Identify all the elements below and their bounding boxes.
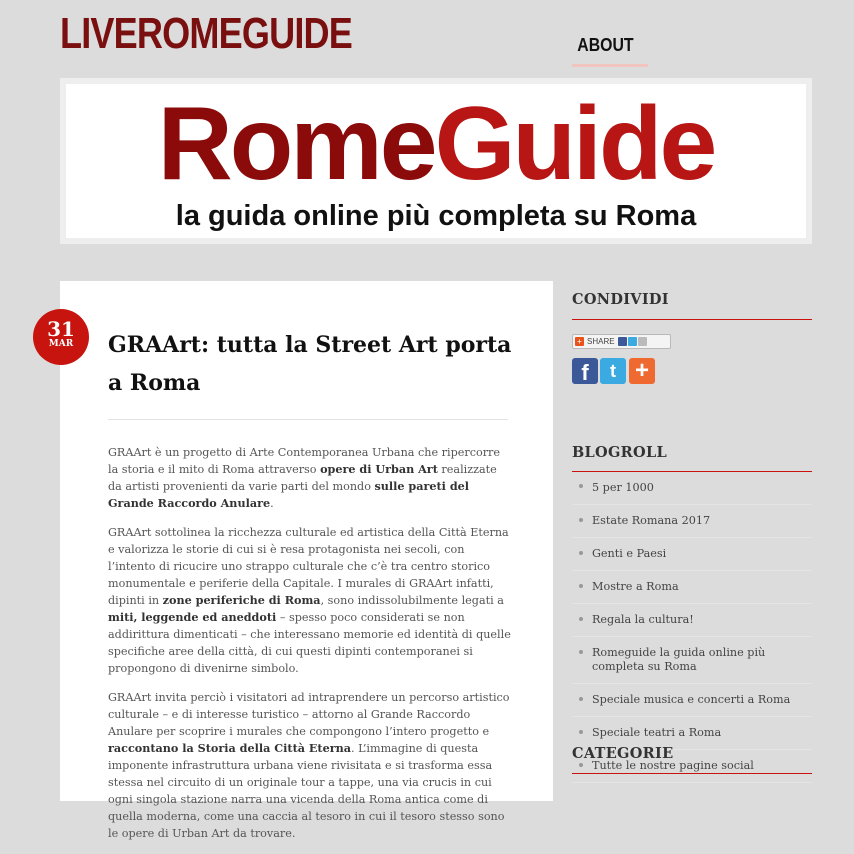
facebook-icon[interactable]: f bbox=[572, 358, 598, 384]
banner-image bbox=[66, 84, 806, 238]
bullet-icon bbox=[579, 650, 583, 654]
bullet-icon bbox=[579, 584, 583, 588]
nav-item-about[interactable]: ABOUT bbox=[577, 35, 634, 55]
nav-active-indicator bbox=[572, 64, 648, 67]
blogroll-item[interactable]: Estate Romana 2017 bbox=[572, 505, 812, 538]
header-banner[interactable] bbox=[60, 78, 812, 244]
blogroll-item[interactable]: 5 per 1000 bbox=[572, 480, 812, 505]
widget-title-rule bbox=[572, 773, 812, 774]
banner-tagline: la guida online più completa su Roma bbox=[175, 200, 697, 232]
post-paragraph: GRAArt invita perciò i visitatori ad intraprendere un percorso artistico culturale – e di interesse turistico – attorno al Grande Raccordo Anulare per scoprire i murales che compongono l’intero progetto e raccontano la Storia della Città Eterna. L’immagine di questa imponente infrastruttura urbana viene rivisitata e si trasforma essa stessa nel circuito di un originale tour a tappe, una via crucis in cui ogni singola stazione narra una vicenda della Roma antica come di quella moderna, come una caccia al tesoro in cui il tesoro stesso sono le opere di Urban Art da trovare. bbox=[108, 691, 510, 840]
post-paragraph: GRAArt sottolinea la ricchezza culturale ed artistica della Città Eterna e valorizza le storie di cui si è resa protagonista nei secoli, con l’intento di ricucire uno strappo culturale che c’è tra centro storico monumentale e periferie della Capitale. I murales di GRAArt infatti, dipinti in zone periferiche di Roma, sono indissolubilmente legati a miti, leggende ed aneddoti – spesso poco considerati se non addirittura dimenticati – che interessano memorie ed identità di quelle specifiche aree della città, di cui questi dipinti contemporanei si propongono di divenirne simbolo. bbox=[108, 526, 511, 675]
widget-title-categorie: CATEGORIE bbox=[572, 745, 674, 762]
blogroll-item[interactable]: Speciale teatri a Roma bbox=[572, 717, 812, 750]
twitter-icon[interactable]: t bbox=[600, 358, 626, 384]
post-date-day: 31 bbox=[47, 317, 75, 341]
blogroll-item[interactable]: Regala la cultura! bbox=[572, 604, 812, 637]
widget-title-condividi: CONDIVIDI bbox=[572, 291, 669, 308]
bullet-icon bbox=[579, 551, 583, 555]
bullet-icon bbox=[579, 518, 583, 522]
blogroll-item[interactable]: Romeguide la guida online più completa su Roma bbox=[572, 637, 812, 684]
google-plus-icon[interactable]: + bbox=[629, 358, 655, 384]
post-date-month: MAR bbox=[48, 339, 74, 349]
bullet-icon bbox=[579, 697, 583, 701]
site-title[interactable]: LIVEROMEGUIDE bbox=[60, 9, 353, 58]
share-plus-icon: + bbox=[575, 337, 584, 346]
bullet-icon bbox=[579, 617, 583, 621]
post-paragraph: GRAArt è un progetto di Arte Contemporanea Urbana che ripercorre la storia e il mito di Roma attraverso opere di Urban Art realizzate da artisti provenienti da varie parti del mondo sulle pareti del Grande Raccordo Anulare. bbox=[108, 446, 501, 510]
bullet-icon bbox=[579, 484, 583, 488]
widget-title-rule bbox=[572, 319, 812, 320]
post-title[interactable]: GRAArt: tutta la Street Art porta a Roma bbox=[108, 332, 512, 396]
bullet-icon bbox=[579, 763, 583, 767]
mini-twitter-icon bbox=[628, 337, 637, 346]
post-date-badge bbox=[33, 309, 89, 365]
share-button[interactable]: + SHARE bbox=[572, 334, 671, 349]
post-title-divider bbox=[108, 419, 508, 420]
widget-title-blogroll: BLOGROLL bbox=[572, 444, 667, 461]
blogroll-item[interactable]: Tutte le nostre pagine social bbox=[572, 750, 812, 783]
blogroll-list bbox=[572, 480, 812, 783]
widget-title-rule bbox=[572, 471, 812, 472]
blogroll-item[interactable]: Mostre a Roma bbox=[572, 571, 812, 604]
banner-logo: RomeGuide bbox=[157, 86, 715, 202]
mini-email-icon bbox=[638, 337, 647, 346]
bullet-icon bbox=[579, 730, 583, 734]
blogroll-item[interactable]: Genti e Paesi bbox=[572, 538, 812, 571]
post-content bbox=[108, 444, 513, 854]
blogroll-item[interactable]: Speciale musica e concerti a Roma bbox=[572, 684, 812, 717]
mini-facebook-icon bbox=[618, 337, 627, 346]
